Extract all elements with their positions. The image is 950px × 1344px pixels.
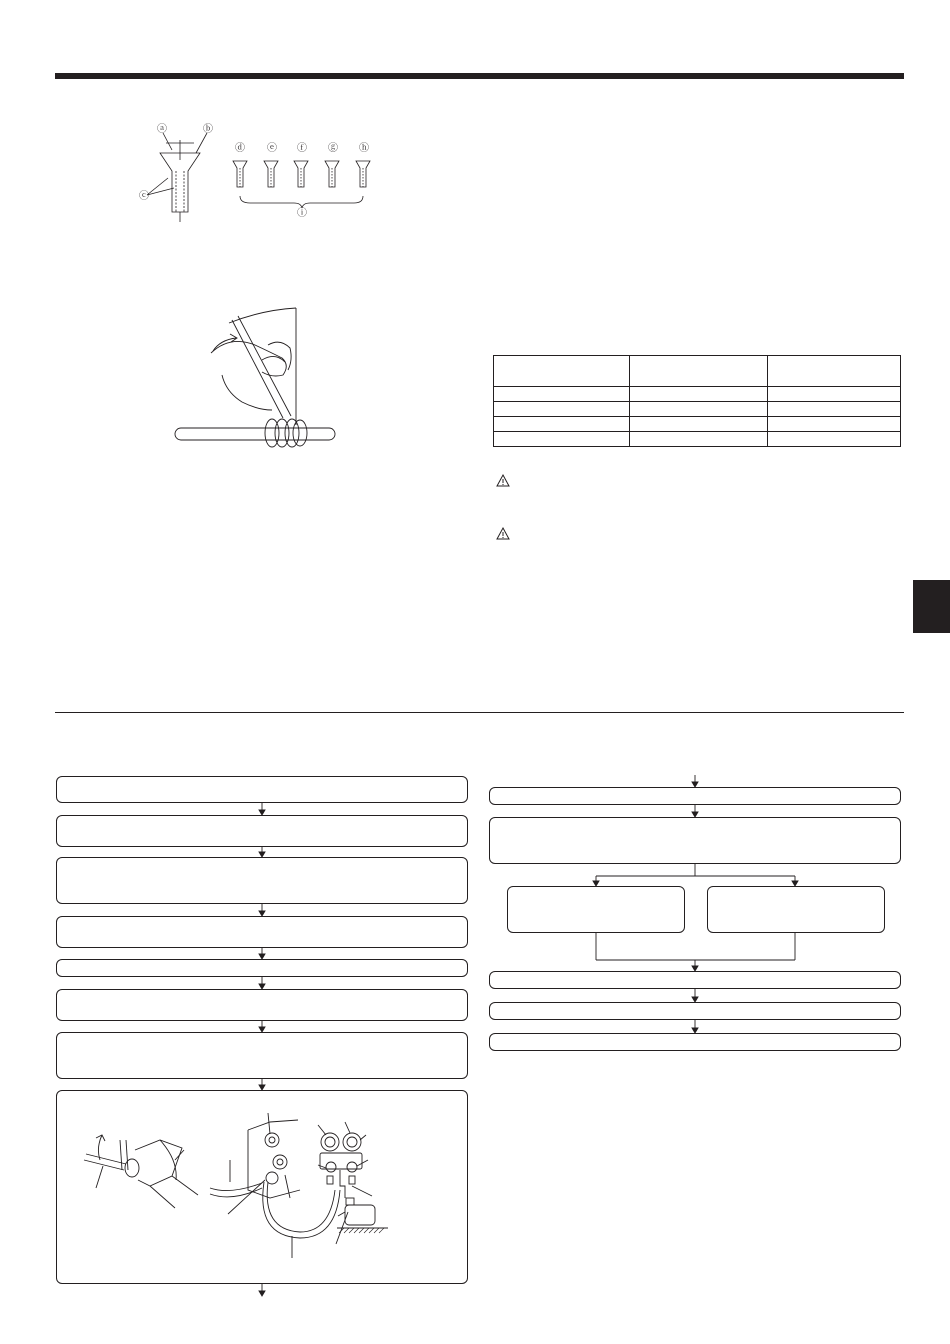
label-b: ⓑ: [203, 124, 213, 135]
label-d: ⓓ: [235, 143, 245, 154]
label-e: ⓔ: [267, 143, 277, 154]
label-i: ⓘ: [297, 208, 307, 219]
label-h: ⓗ: [359, 143, 369, 154]
label-a: ⓐ: [157, 124, 167, 135]
label-c: ⓒ: [139, 191, 149, 202]
label-g: ⓖ: [328, 143, 338, 154]
label-f: ⓕ: [297, 143, 307, 154]
